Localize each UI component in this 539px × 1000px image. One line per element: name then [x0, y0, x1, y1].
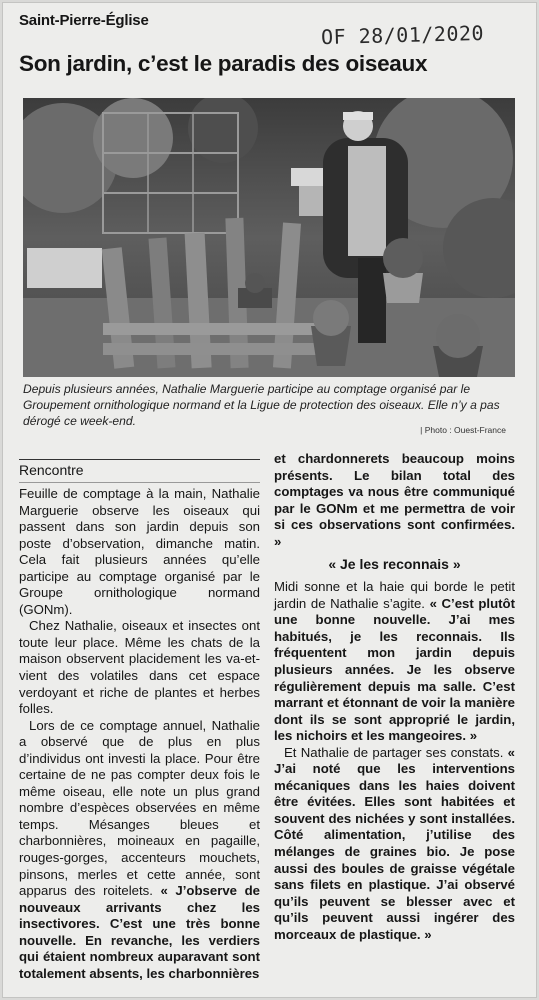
paragraph-4 [274, 579, 515, 744]
paragraph-2: Chez Nathalie, oiseaux et insectes ont toute leur place. Même les chats de la maison observent placidement les va-et-vient des volatiles dans cet espace verdoyant et riche de plantes et herbes folles. [19, 618, 260, 717]
paragraph-5 [274, 745, 515, 944]
article-column-right [274, 451, 515, 943]
paragraph-5-text: Et Nathalie de partager ses constats. [284, 744, 508, 760]
article-subhead: « Je les reconnais » [328, 556, 461, 573]
quote-1-continued [274, 451, 515, 550]
quote-1: « J’observe de nouveaux arrivants chez les insectivores. C’est une très bonne nouvelle. En revanche, les verdiers qui étaient nombreux auparavant sont totalement absents, les charbonnières [19, 883, 260, 981]
article-photo [23, 98, 515, 377]
location-label: Saint-Pierre-Église [19, 12, 149, 29]
paragraph-4-text: Midi sonne et la haie qui borde le petit jardin de Nathalie s’agite. [274, 579, 515, 611]
quote-1-continued-text: et chardonnerets beaucoup moins présents. Le bilan total des comptages va nous être communiqué par le GONm et me permettra de voir si ces observations sont confirmées. » [274, 451, 515, 549]
handwritten-date-note: OF 28/01/2020 [320, 20, 485, 50]
paragraph-3 [19, 718, 260, 983]
photo-caption: Depuis plusieurs années, Nathalie Marguerie participe au comptage organisé par le Groupement ornithologique normand et la Ligue de protection des oiseaux. Elle n’y a pas dérogé ce week-end. [23, 382, 500, 428]
quote-3: « J’ai noté que les interventions mécaniques dans les haies doivent être évitées. Elles sont habitées et souvent des nichées y sont installées. Côté alimentation, j’utilise des mélanges de graines bio. Je pose aussi des boules de graisse végétale sans filets en plastique. J’ai observé qu’ils peuvent se blesser avec et qu’ils peuvent aussi ingérer des morceaux de plastique. » [274, 744, 515, 942]
article-headline: Son jardin, c’est le paradis des oiseaux [19, 51, 428, 76]
newspaper-clipping [2, 2, 537, 998]
paragraph-1: Feuille de comptage à la main, Nathalie Marguerie observe les oiseaux qui passent dans son jardin depuis son poste d’observation, dimanche matin. Cela fait plusieurs années qu’elle participe au comptage organisé par le Groupe ornithologique normand (GONm). [19, 486, 260, 617]
article-column-left [19, 459, 260, 982]
photo-credit: | Photo : Ouest-France [420, 425, 506, 435]
quote-2: « C’est plutôt une bonne nouvelle. J’ai mes habitués, je les reconnais. Ils fréquentent mon jardin depuis plusieurs années. Je les observe régulièrement depuis ma salle. C’est marrant et étonnant de voir la manière dont ils se sont approprié le jardin, les nichoirs et les mangeoires. » [274, 595, 515, 744]
garden-photo-illustration [23, 98, 515, 377]
paragraph-3-text: Lors de ce comptage annuel, Nathalie a observé que de plus en plus d’individus ont investi la place. Pour être certaine de ne pas compter deux fois le même oiseau, elle note un plus grand nombre d’espèces observées en même temps. Mésanges bleues et charbonnières, moineaux en pagaille, rouges-gorges, accenteurs mouchets, pinsons, merles et cette année, sont apparus des roitelets. [19, 717, 260, 899]
section-kicker: Rencontre [19, 459, 260, 483]
